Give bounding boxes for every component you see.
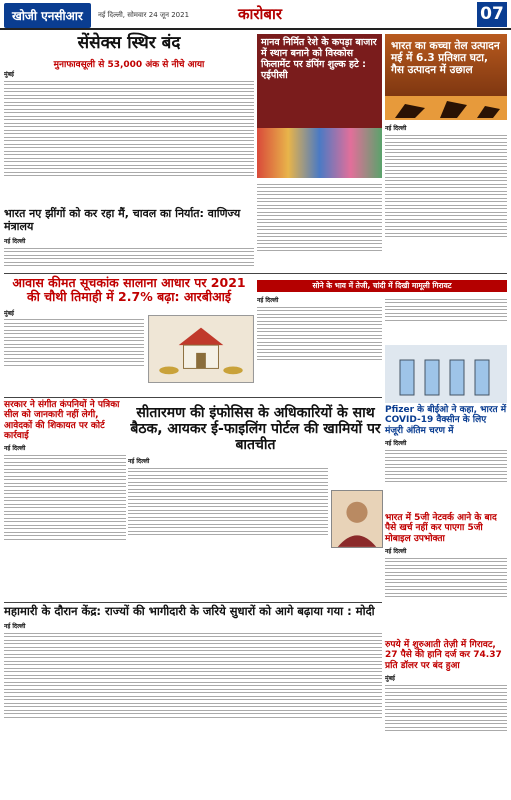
headline-trade: भारत नए झींगों को कर रहा मैं, चावल का निर्यात: वाणिज्य मंत्रालय (4, 207, 241, 233)
article-body-textile (257, 181, 382, 276)
article-body-gold (257, 296, 382, 396)
oil-pump-silhouette-image (385, 96, 507, 120)
location-pandemic: नई दिल्ली (4, 623, 26, 631)
article-body-sitharaman (128, 457, 328, 587)
page-number: 07 (477, 2, 507, 27)
location-5g: नई दिल्ली (385, 548, 407, 556)
newspaper-brand-logo: खोजी एनसीआर (4, 3, 91, 28)
headline-housing: आवास कीमत सूचकांक सालाना आधार पर 2021 की चौथी तिमाही में 2.7% बढ़ा: आरबीआई (12, 275, 246, 305)
article-body-gold-cont (385, 296, 507, 342)
article-pandemic (4, 605, 382, 782)
section-title: कारोबार (237, 5, 282, 23)
article-body-pfizer (385, 439, 507, 509)
location-sarkar: नई दिल्ली (4, 445, 26, 453)
article-body-rupee (385, 674, 507, 774)
headline-5g: भारत में 5जी नेटवर्क आने के बाद पैसे खर्च नहीं कर पाएगा 5जी मोबाइल उपभोक्ता (385, 513, 497, 544)
article-body-5g (385, 547, 507, 629)
article-body-sarkar (4, 444, 126, 594)
location-housing: मुंबई (4, 309, 14, 317)
article-sarkar (4, 400, 126, 594)
location-pfizer: नई दिल्ली (385, 440, 407, 448)
location-gold: नई दिल्ली (257, 297, 279, 304)
textile-fabric-image (257, 128, 382, 178)
subheadline-sensex: मुनाफावसूली से 53,000 अंक से नीचे आया (53, 59, 205, 70)
vaccine-vials-image (385, 345, 507, 403)
article-5g (385, 513, 507, 629)
article-body-sensex (4, 70, 254, 200)
house-coins-image (148, 315, 254, 383)
headline-sarkar: सरकार ने संगीत कंपनियों ने पत्रिका सील को जानकारी नहीं लेगी, आवेदकों की शिकायत पर कोर्ट कार्रवाई (4, 400, 120, 442)
article-body-pandemic (4, 622, 382, 782)
headline-rupee: रुपये में शुरुआती तेज़ी में गिरावट, 27 पैसे की हानि दर्ज कर 74.37 प्रति डॉलर पर बंद हुआ (385, 640, 502, 671)
location-oil: नई दिल्ली (385, 125, 407, 132)
location-sitharaman: नई दिल्ली (128, 458, 150, 466)
headline-gold: सोने के भाव में तेजी, चांदी में दिखी मामूली गिरावट (257, 280, 507, 292)
minister-portrait-photo (331, 490, 383, 548)
headline-textile: मानव निर्मित रेशे के कपड़ा बाजार में स्थान बनाने को विस्कोस फिलामेंट पर डंपिंग शुल्क हटे : एईपीसी (261, 37, 377, 81)
article-body-housing (4, 309, 144, 394)
headline-sensex: सेंसेक्स स्थिर बंद (77, 33, 181, 53)
article-textile (257, 34, 382, 128)
article-pfizer (385, 405, 507, 509)
article-body-oil (385, 124, 507, 274)
location-rupee: मुंबई (385, 675, 395, 683)
masthead (0, 0, 511, 30)
headline-sitharaman: सीतारमण की इंफोसिस के अधिकारियों के साथ बैठक, आयकर ई-फाइलिंग पोर्टल की खामियों पर बातचीत (130, 405, 381, 454)
headline-pandemic: महामारी के दौरान केंद्र: राज्यों की भागीदारी के जरिये सुधारों को आगे बढ़ाया गया : मोदी (4, 604, 375, 618)
location-sensex: मुंबई (4, 71, 14, 78)
headline-pfizer: Pfizer के बीईओ ने कहा, भारत में COVID-19 वैक्सीन के लिए मंजूरी अंतिम चरण में (385, 405, 507, 436)
dateline: नई दिल्ली, सोमवार 24 जून 2021 (98, 11, 190, 19)
headline-oil: भारत का कच्चा तेल उत्पादन मई में 6.3 प्रतिशत घटा, गैस उत्पादन में उछाल (391, 40, 500, 77)
location-trade: नई दिल्ली (4, 238, 26, 246)
article-rupee (385, 640, 507, 774)
